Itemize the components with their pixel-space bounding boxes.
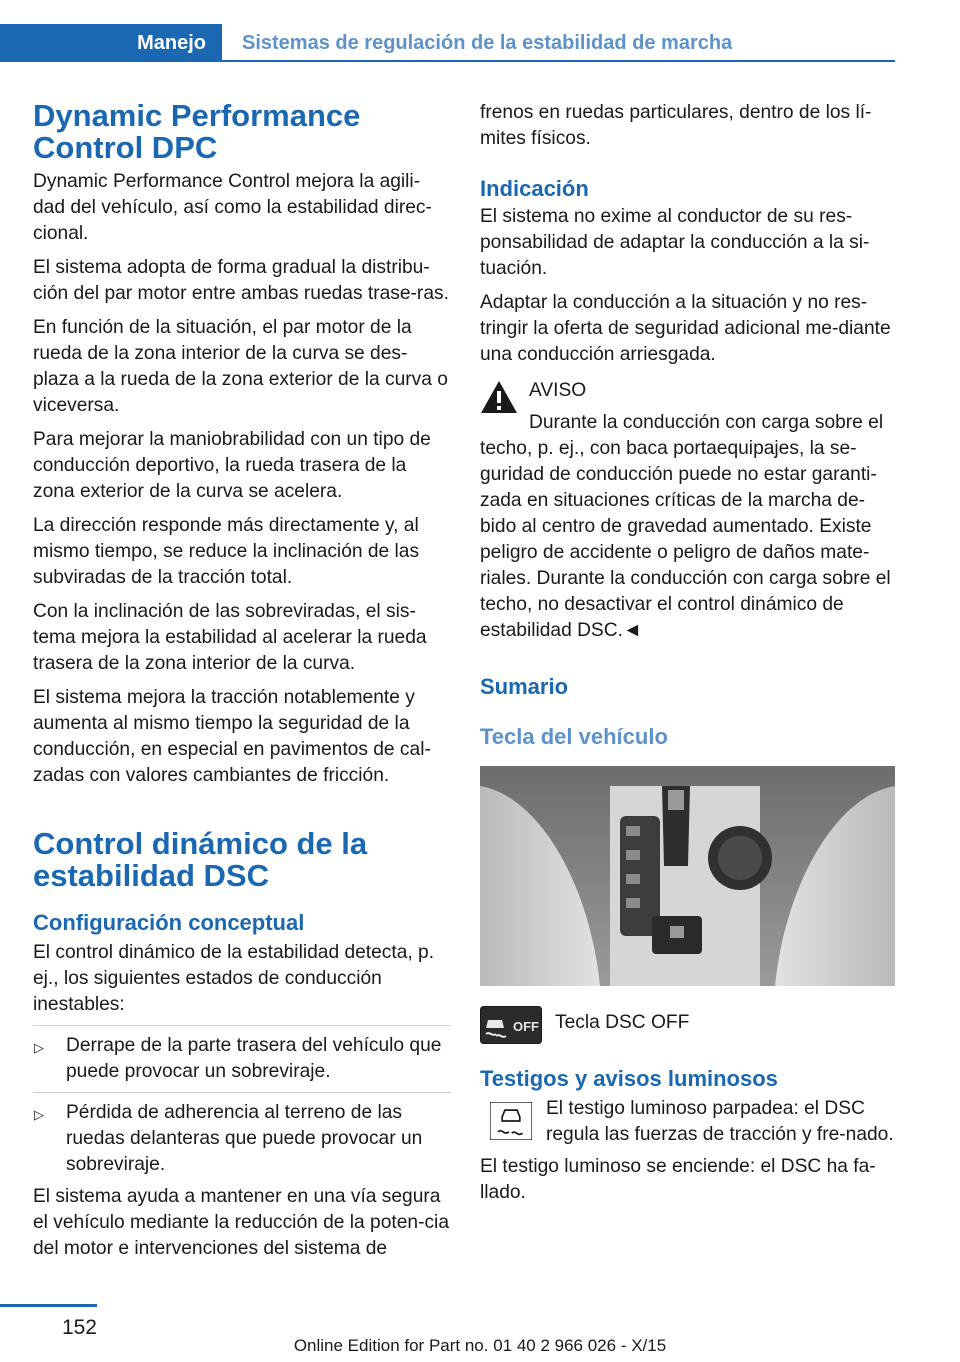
bullet-triangle-icon: ▷ bbox=[34, 1107, 44, 1122]
divider bbox=[33, 1025, 451, 1026]
concept-outro: El sistema ayuda a mantener en una vía segura el vehículo mediante la reducción de la poten‐cia del motor e intervenciones del sistema de bbox=[33, 1186, 449, 1259]
center-console-photo bbox=[480, 766, 895, 986]
header-section-title: Sistemas de regulación de la estabilidad de marcha bbox=[242, 32, 733, 54]
list-item-text: Derrape de la parte trasera del vehículo que puede provocar un sobreviraje. bbox=[66, 1035, 442, 1082]
dpc-paragraph: La dirección responde más directamente y, al mismo tiempo, se reduce la inclinación de las subviradas de la tracción total. bbox=[33, 515, 420, 588]
skid-warning-light-icon bbox=[480, 1102, 542, 1140]
lights-heading: Testigos y avisos luminosos bbox=[480, 1066, 778, 1091]
left-column bbox=[33, 100, 451, 1262]
vehicle-button-heading: Tecla del vehículo bbox=[480, 724, 668, 749]
warning-triangle-icon bbox=[480, 380, 518, 414]
dpc-paragraph: El sistema adopta de forma gradual la distribu‐ción del par motor entre ambas ruedas trase‐ras. bbox=[33, 257, 449, 304]
divider bbox=[33, 1092, 451, 1093]
svg-text:OFF: OFF bbox=[513, 1019, 539, 1034]
list-item-text: Pérdida de adherencia al terreno de las ruedas delanteras que puede provocar un sobreviraje. bbox=[66, 1102, 423, 1175]
header-chapter: Manejo bbox=[137, 32, 206, 54]
edition-text: Online Edition for Part no. 01 40 2 966 026 - X/15 bbox=[293, 1336, 667, 1355]
dpc-paragraph: En función de la situación, el par motor de la rueda de la zona interior de la curva se des‐plaza a la rueda de la zona exterior de la curva o viceversa. bbox=[33, 317, 448, 416]
dpc-paragraph: Dynamic Performance Control mejora la agili‐dad del vehículo, así como la estabilidad direc‐cional. bbox=[33, 171, 432, 244]
dpc-paragraph: Para mejorar la maniobrabilidad con un tipo de conducción deportivo, la rueda trasera de la zona exterior de la curva se acelera. bbox=[33, 429, 431, 502]
note-heading: Indicación bbox=[480, 176, 589, 201]
continuation-text: frenos en ruedas particulares, dentro de los lí‐mites físicos. bbox=[480, 102, 872, 149]
note-paragraph: El sistema no exime al conductor de su res‐ponsabilidad de adaptar la conducción a la si‐tuación. bbox=[480, 206, 870, 279]
concept-intro: El control dinámico de la estabilidad detecta, p. ej., los siguientes estados de conducción inestables: bbox=[33, 942, 435, 1015]
dsc-off-label: Tecla DSC OFF bbox=[555, 1012, 690, 1033]
lights-row bbox=[480, 1096, 898, 1148]
summary-heading: Sumario bbox=[480, 674, 569, 699]
list-item bbox=[33, 1100, 451, 1178]
lights-blink-text: El testigo luminoso parpadea: el DSC regula las fuerzas de tracción y fre‐nado. bbox=[546, 1098, 894, 1145]
right-column bbox=[480, 100, 898, 1206]
page-number: 152 bbox=[61, 1316, 97, 1339]
concept-heading: Configuración conceptual bbox=[33, 910, 305, 935]
warning-label: AVISO bbox=[529, 380, 587, 401]
warning-block bbox=[480, 378, 898, 644]
dpc-paragraph: El sistema mejora la tracción notablemente y aumenta al mismo tiempo la seguridad de la conducción, en especial en pavimentos de cal‐zadas con valores cambiantes de fricción. bbox=[33, 687, 431, 786]
dsc-off-row bbox=[480, 1006, 898, 1036]
footer-rule bbox=[0, 1304, 97, 1307]
warning-text: Durante la conducción con carga sobre el techo, p. ej., con baca portaequipajes, la se‐guridad de conducción puede no estar garanti‐zada en situaciones críticas de la marcha de‐bido al centro de gravedad aumentado. Existe peligro de accidente o peligro de daños mate‐riales. Durante la conducción con carga sobre el techo, no desactivar el control dinámico de estabilidad DSC.◄ bbox=[480, 412, 891, 641]
note-paragraph: Adaptar la conducción a la situación y no res‐tringir la oferta de seguridad adicional me‐diante una conducción arriesgada. bbox=[480, 292, 891, 365]
lights-on-text: El testigo luminoso se enciende: el DSC ha fa‐llado. bbox=[480, 1156, 876, 1203]
bullet-triangle-icon: ▷ bbox=[34, 1040, 44, 1055]
list-item bbox=[33, 1033, 451, 1085]
dsc-off-icon bbox=[480, 1006, 542, 1044]
header-rule bbox=[222, 60, 895, 62]
dsc-heading: Control dinámico de la estabilidad DSC bbox=[33, 826, 368, 893]
dpc-heading: Dynamic Performance Control DPC bbox=[33, 98, 361, 165]
dpc-paragraph: Con la inclinación de las sobreviradas, el sis‐tema mejora la estabilidad al acelerar la rueda trasera de la zona interior de la curva. bbox=[33, 601, 427, 674]
